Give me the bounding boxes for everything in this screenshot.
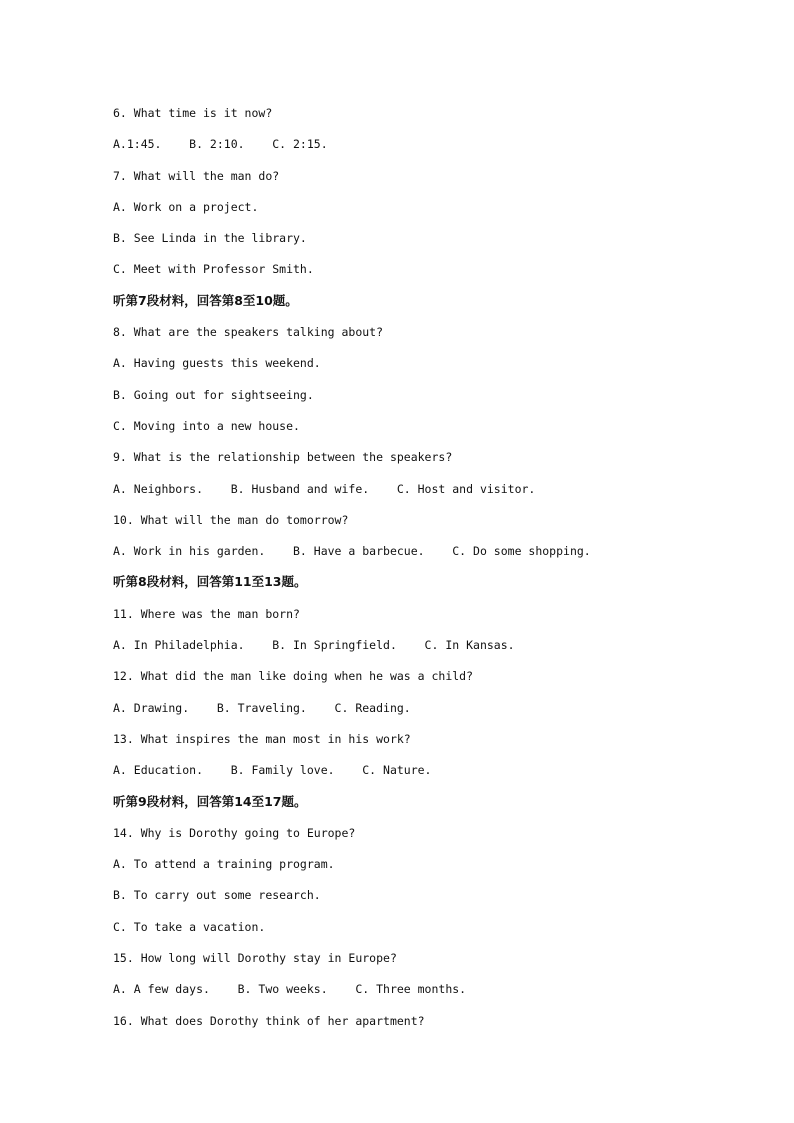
question-6-options: A.1:45. B. 2:10. C. 2:15. — [113, 137, 328, 152]
question-13: 13. What inspires the man most in his work? — [113, 731, 411, 746]
section-heading-8: 听第8段材料，回答第11至13题。 — [113, 574, 307, 590]
question-9-options: A. Neighbors. B. Husband and wife. C. Host and visitor. — [113, 481, 536, 496]
question-11: 11. Where was the man born? — [113, 606, 300, 621]
question-7-option-c: C. Meet with Professor Smith. — [113, 262, 314, 277]
question-14-option-a: A. To attend a training program. — [113, 857, 335, 872]
question-8-option-b: B. Going out for sightseeing. — [113, 387, 314, 402]
question-9: 9. What is the relationship between the speakers? — [113, 450, 453, 465]
question-13-options: A. Education. B. Family love. C. Nature. — [113, 763, 432, 778]
question-7: 7. What will the man do? — [113, 168, 280, 183]
document-content — [113, 103, 753, 1042]
question-7-option-a: A. Work on a project. — [113, 199, 259, 214]
section-heading-9: 听第9段材料，回答第14至17题。 — [113, 793, 307, 809]
question-8: 8. What are the speakers talking about? — [113, 325, 384, 340]
question-11-options: A. In Philadelphia. B. In Springfield. C. In Kansas. — [113, 638, 515, 653]
question-14-option-b: B. To carry out some research. — [113, 888, 321, 903]
question-7-option-b: B. See Linda in the library. — [113, 231, 307, 246]
question-12: 12. What did the man like doing when he was a child? — [113, 669, 474, 684]
question-10-options: A. Work in his garden. B. Have a barbecue. C. Do some shopping. — [113, 544, 591, 559]
question-15: 15. How long will Dorothy stay in Europe? — [113, 951, 397, 966]
question-8-option-a: A. Having guests this weekend. — [113, 356, 321, 371]
question-14-option-c: C. To take a vacation. — [113, 919, 266, 934]
question-14: 14. Why is Dorothy going to Europe? — [113, 825, 356, 840]
question-16: 16. What does Dorothy think of her apartment? — [113, 1013, 425, 1028]
question-10: 10. What will the man do tomorrow? — [113, 512, 349, 527]
question-8-option-c: C. Moving into a new house. — [113, 418, 300, 433]
question-6: 6. What time is it now? — [113, 106, 273, 120]
section-heading-7: 听第7段材料，回答第8至10题。 — [113, 292, 298, 308]
question-12-options: A. Drawing. B. Traveling. C. Reading. — [113, 700, 411, 715]
question-15-options: A. A few days. B. Two weeks. C. Three months. — [113, 982, 467, 997]
